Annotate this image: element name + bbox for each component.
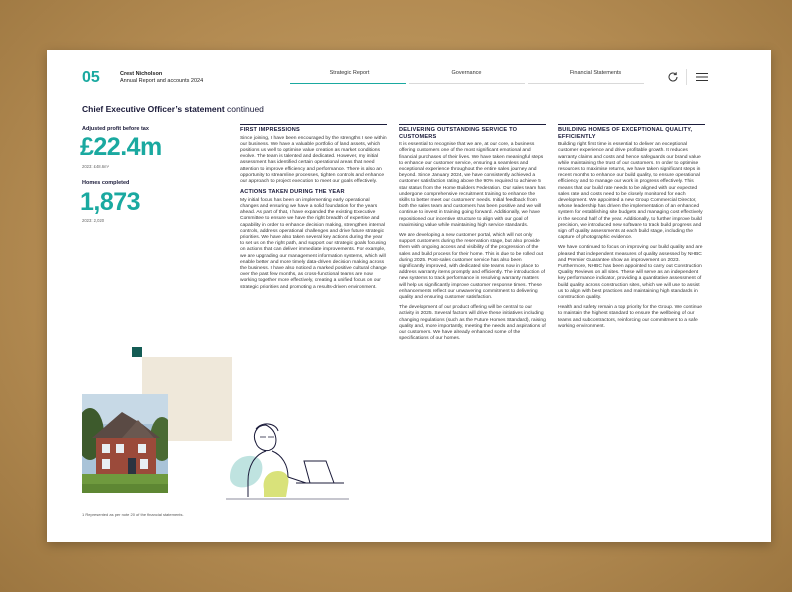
footnote: 1 Represented as per note 20 of the financial statements. — [82, 512, 184, 517]
nav-underline-active — [290, 83, 406, 84]
kpi-label-homes: Homes completed — [82, 180, 130, 186]
header-divider — [686, 69, 687, 85]
paragraph: It is essential to recognise that we are, at our core, a business offering customers one of the most significant emotional and financial purchases of their lives. We have taken meaningful steps to enhance our customer service, ensuring a seamless and exceptional experience throughout the entire sales journey and beyond. Since January 2024, we have consistently achieved a customer satisfaction rating above the 90% required to achieve 5 star status from the Home Builders Federation. Our sales team has undergone comprehensive recruitment training to enhance the skills to better meet our customers’ needs. Initial feedback from both the sales team and customers has been positive and we will continue to invest in training going forward. Additionally, we have repositioned our incentive structure to align with our goal of maximising value while maintaining high service standards. — [399, 142, 546, 228]
paragraph: The development of our product offering will be central to our activity in 2025. Several factors will drive these initiatives including changing regulations (such as the Future Homes Standard), raising quality and, more importantly, meeting the needs and aspirations of our customers. We have already enhanced some of the specifications of our homes. — [399, 305, 546, 342]
report-page — [47, 50, 771, 542]
section-heading: ACTIONS TAKEN DURING THE YEAR — [240, 189, 345, 196]
nav-financial-statements[interactable]: Financial Statements — [569, 70, 622, 76]
report-name: Annual Report and accounts 2024 — [120, 78, 204, 84]
nav-underline — [409, 83, 525, 84]
kpi-note-homes: 2023: 2,020 — [82, 218, 105, 223]
paragraph: We have continued to focus on improving our build quality and are pleased that independent measures of quality assessed by NHBC and Premier Guarantee show an improvement on 2023. Furthermore, NHBC has been appointed to carry out Construction Quality Reviews on all sites. These will serve as an independent key performance indicator, providing a quantitative assessment of build quality across construction sites, which we will use to assist us to align with best practices and maintaining high standards in construction quality. — [558, 245, 703, 301]
paragraph: Building right first time is essential to deliver an exceptional customer experience and drive profitable growth. It reduces warranty claims and costs and hence safeguards our brand value while maintaining the trust of our customers. In order to optimise resources to maximise returns, we have taken significant steps in recent months to enhance our build quality, to ensure operational efficiency and to manage our work in progress effectively. This means that our build rate needs to be aligned with our expected sales rate and costs need to be closely monitored for each development. We appointed a new Group Commercial Director, whose leadership has driven the implementation of an enhanced system for establishing site budgets and managing cost effectively in the second half of the year. Additionally, to further improve build precision, we introduced new software to track build progress and sign off quality assessments at each build stage, including the capture of photographic evidence. — [558, 142, 703, 241]
kpi-label-profit: Adjusted profit before tax — [82, 126, 149, 132]
kpi-value-homes: 1,873 — [80, 188, 141, 216]
person-laptop-illustration — [226, 419, 349, 500]
decorative-square — [132, 347, 142, 357]
nav-strategic-report[interactable]: Strategic Report — [329, 70, 370, 76]
paragraph: Health and safety remain a top priority for the Group. We continue to maintain the highest standard to ensure the wellbeing of our teams and subcontractors, reinforcing our commitment to a safe working environment. — [558, 305, 702, 329]
paragraph: We are developing a new customer portal, which will not only support customers during the reservation stage, but also provide them with ongoing access and visibility of the progression of the sales and build process for their home. This is due to be rolled out during 2025. Post-sales customer service has also been significantly improved, with dedicated site teams now in place to address warranty items promptly and efficiently. The introduction of new systems to track performance in resolving warranty matters will help us significantly improve customer response times. These enhancements reflect our unwavering commitment to delivering quality and ensuring customer satisfaction. — [399, 233, 546, 301]
house-photo — [82, 394, 168, 493]
kpi-note-profit: 2023: £48.6m¹ — [82, 164, 110, 169]
section-heading: FIRST IMPRESSIONS — [240, 127, 300, 133]
report-identity — [120, 71, 203, 85]
text-column-3 — [558, 124, 705, 334]
text-column-2 — [399, 124, 546, 346]
paragraph: My initial focus has been on implementing early operational changes and ensuring we have a solid foundation for the years ahead. As part of that, I have expanded the existing Executive Committee to ensure we have the right breadth of expertise and capability in order to enhance decision making, strengthen internal controls, address operational challenges and drive future strategic priorities. We have also taken several key actions during the year to set us on the right path, and support our strategic goals focusing on actions that can deliver immediate improvements. For example, we are upgrading our management information systems, which will enable better and more timely data-driven decision making across the business. I have also noticed a marked positive cultural change over the past few months, as cross-functional teams are now working together more effectively, creating a unified focus on our strategic priorities and promoting a results-driven environment. — [240, 197, 387, 290]
section-heading: BUILDING HOMES OF EXCEPTIONAL QUALITY, EFFICIENTLY — [558, 127, 693, 140]
page-number: 05 — [82, 69, 100, 86]
nav-governance[interactable]: Governance — [451, 70, 482, 76]
page-title: Chief Executive Officer’s statement continued — [82, 104, 264, 114]
company-name: Crest Nicholson — [120, 71, 163, 77]
refresh-icon[interactable] — [666, 70, 680, 84]
nav-underline — [528, 83, 644, 84]
paragraph: Since joining, I have been encouraged by the strengths I see within our business. We have a valuable portfolio of land assets, which positions us well to optimise value creation as market conditions evolve. The team is talented and dedicated. However, my initial assessment has identified certain operational areas that need attention to improve efficiency and performance. There is also an opportunity to streamline processes, tighten controls and enhance our approach to project execution to meet our goals effectively. — [240, 135, 387, 185]
section-heading: DELIVERING OUTSTANDING SERVICE TO CUSTOMERS — [399, 127, 518, 140]
kpi-value-profit: £22.4m — [80, 133, 162, 161]
text-column-1 — [240, 124, 387, 295]
menu-icon[interactable] — [695, 70, 709, 84]
